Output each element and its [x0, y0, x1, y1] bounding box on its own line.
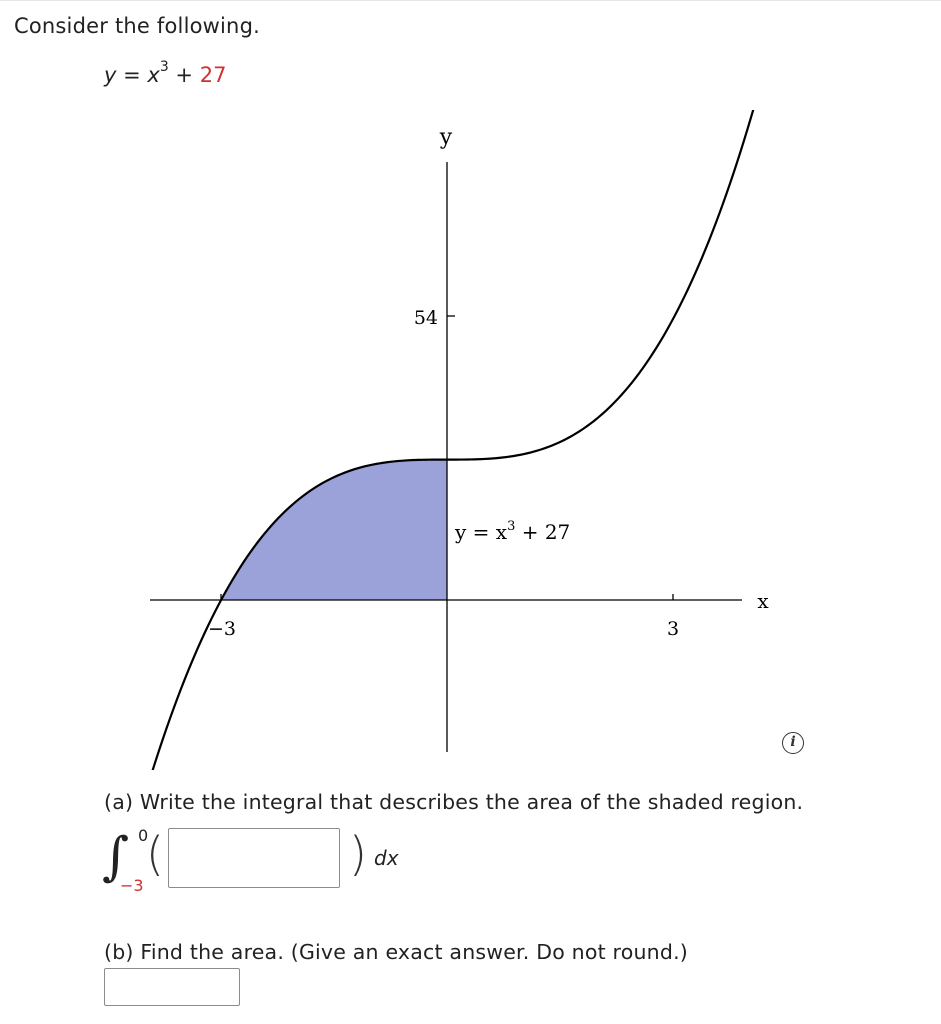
equation-exponent: 3 — [159, 59, 169, 75]
x-tick-label-3: 3 — [666, 618, 680, 640]
curve-label-exp: 3 — [507, 519, 516, 534]
question-intro: Consider the following. — [14, 14, 260, 38]
integral-sign: ∫ — [102, 827, 130, 887]
integrand-input[interactable] — [168, 828, 340, 888]
integral-upper-limit: 0 — [138, 826, 149, 845]
shaded-region — [221, 460, 447, 600]
curve-label-rhs: + 27 — [515, 520, 571, 544]
top-divider — [0, 0, 941, 1]
curve-label — [454, 519, 570, 544]
equation-equals: = — [116, 63, 148, 87]
equation-x: x — [147, 63, 160, 87]
part-a-prompt: (a) Write the integral that describes the area of the shaded region. — [104, 790, 804, 814]
equation-y: y — [104, 63, 117, 87]
y-axis-label: y — [439, 125, 453, 150]
function-curve — [138, 110, 838, 770]
area-figure — [0, 110, 941, 770]
open-parenthesis: ( — [146, 827, 164, 881]
part-b-prompt: (b) Find the area. (Give an exact answer. Do not round.) — [104, 940, 688, 964]
x-tick-label-neg3: −3 — [207, 618, 237, 640]
curve-label-lhs: y = x — [455, 520, 508, 544]
x-axis-label: x — [757, 589, 769, 613]
equation-constant: 27 — [199, 63, 227, 87]
y-tick-label: 54 — [413, 307, 438, 329]
integral-lower-limit: −3 — [120, 876, 144, 895]
given-equation — [104, 59, 227, 87]
info-icon[interactable]: i — [782, 732, 804, 754]
close-parenthesis: ) — [349, 827, 367, 881]
equation-plus: + — [168, 63, 200, 87]
differential-dx: dx — [374, 846, 399, 870]
area-answer-input[interactable] — [104, 968, 240, 1006]
